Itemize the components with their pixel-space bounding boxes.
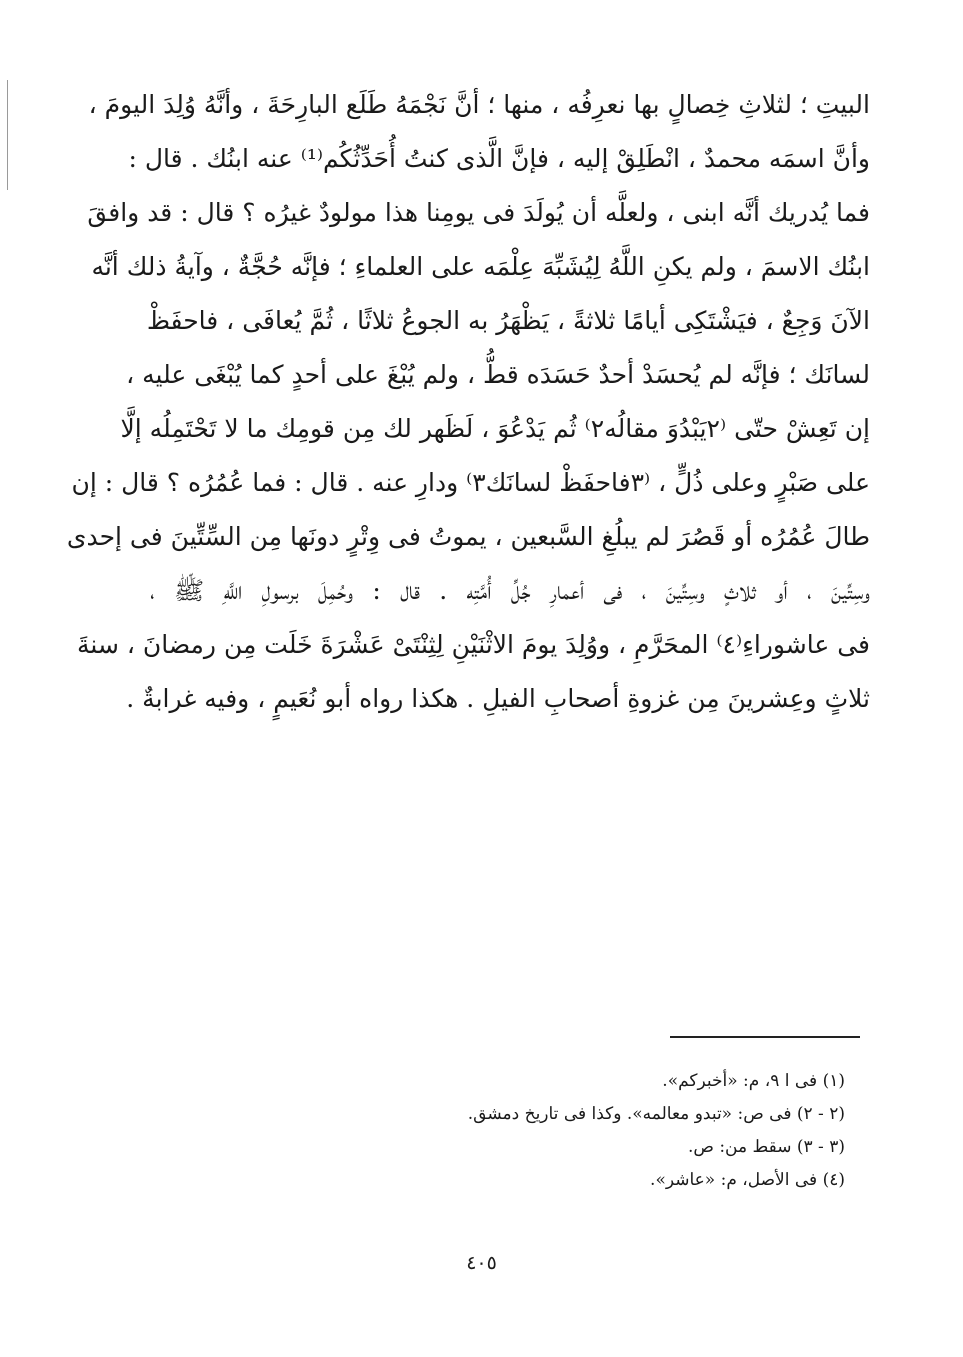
footnote: (٤) فى الأصل، م: «عاشر». [650,1170,845,1190]
text-line: على صَبْرٍ وعلى ذُلٍّ ، ⁽٣فاحفَظْ لسانَك٣⁾ ودارِ عنه . قال : فما عُمُرُه ؟ قال : إن [71,468,870,497]
text-line: لسانَك ؛ فإنَّه لم يُحسَدْ أحدٌ حَسَدَه قطُّ ، ولم يُبْغَ على أحدٍ كما يُبْغَى عليه ، [126,360,870,389]
page-number: ٤٠٥ [466,1252,497,1274]
text-line: وأنَّ اسمَه محمدٌ ، انْطَلِقْ إليه ، فإنَّ الَّذى كنتُ أُحَدِّثُكُم⁽¹⁾ عنه ابنُك . قال : [128,144,870,173]
text-line: الآنَ وَجِعٌ ، فيَشْتَكِى أيامًا ثلاثةً ، يَظْهَرُ به الجوعُ ثلاثًا ، ثُمَّ يُعافَى ، فاحفَظْ [146,306,870,335]
text-line: البيتِ ؛ لثلاثِ خِصالٍ بها نعرِفُه ، منها ؛ أنَّ نَجْمَهُ طَلَع البارِحَةَ ، وأنَّهُ وُلِدَ اليومَ ، [88,90,870,119]
text-line: طالَ عُمُرُه أو قَصُرَ لم يبلُغِ السَّبعين ، يموتُ فى وِتْرٍ دونَها مِن السِّتِّينَ فى إحدى [66,522,870,551]
footnotes [145,1065,845,1197]
margin-rule [7,80,8,190]
text-line: ثلاثٍ وعِشرينَ مِن غزوةِ أصحابِ الفيلِ . هكذا رواه أبو نُعَيمٍ ، وفيه غرابةٌ . [126,684,870,713]
text-line: فى عاشوراءِ⁽٤⁾ المحَرَّمِ ، ووُلِدَ يومَ الاثْنَيْنِ لِثِنْتَىْ عَشْرَةَ خَلَت مِن رمضانَ ، سنةَ [77,630,870,659]
footnote: (٣ - ٣) سقط من: ص. [687,1137,845,1157]
footnote: (١) فى ا ٩، م: «أخبركم». [662,1071,845,1091]
text-line: فما يُدريك أنَّه ابنى ، ولعلَّه أن يُولَدَ فى يومِنا هذا مولودٌ غيرُه ؟ قال : قد وافقَ [87,198,870,227]
footnote: (٢ - ٢) فى ص: «تبدو معالمه». وكذا فى تاريخ دمشق. [467,1104,845,1124]
main-text [66,78,870,726]
text-line: وسِتِّينَ ، أو ثلاثٍ وسِتِّينَ ، فى أعمارِ جُلِّ أُمَّتِه . قال : وحُمِلَ برسولِ اللَّهِ ﷺ ، [150,576,870,605]
text-line: ابنُك الاسمَ ، ولم يكنِ اللَّهُ لِيُشَبِّهَ عِلْمَه على العلماءِ ؛ فإنَّه حُجَّةٌ ، وآيةُ ذلك أنَّه [91,252,870,281]
footnote-separator [670,1036,860,1038]
text-line: إن تَعِشْ حتّى ⁽٢يَبْدُوَ مقالُه٢⁾ ثُم يَدْعُوَ ، لَظَهر لك مِن قومِك ما لا تَحْتَمِلُه إلَّا [120,414,870,443]
